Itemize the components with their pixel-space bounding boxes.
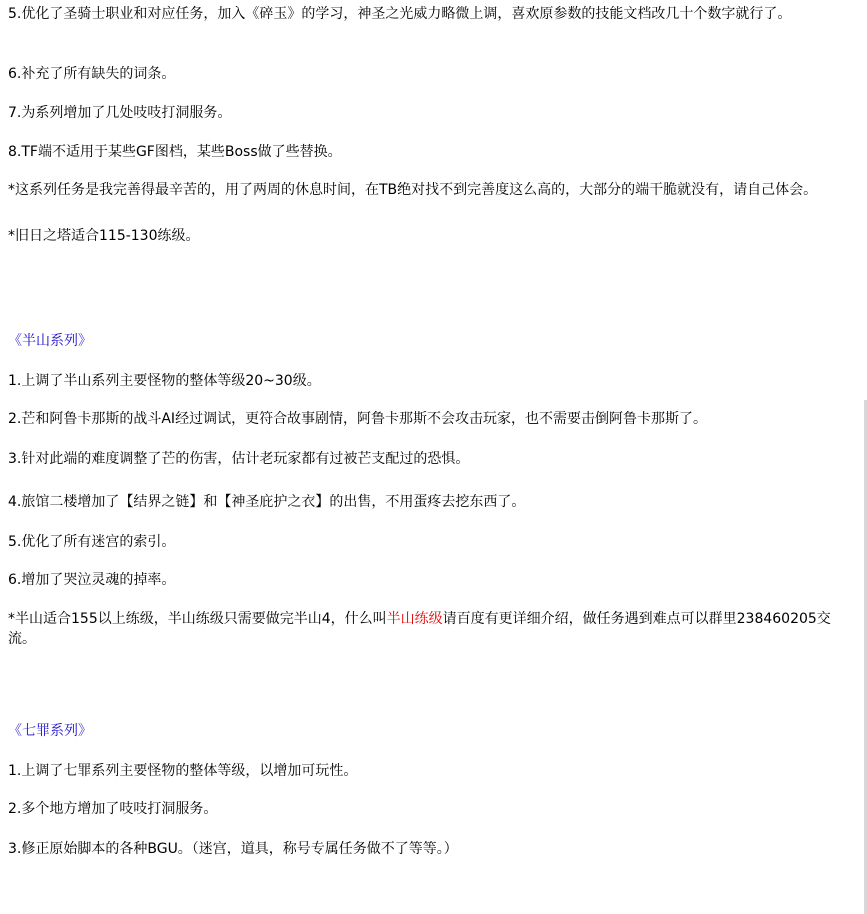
banshan-item-1: 1.上调了半山系列主要怪物的整体等级20~30级。 bbox=[8, 373, 321, 389]
section-title-banshan: 《半山系列》 bbox=[8, 333, 92, 349]
banshan-note-text-end: 请百度有更详细介绍，做任务遇到难点可以群里238460205交流。 bbox=[8, 611, 831, 647]
banshan-item-5: 5.优化了所有迷宫的索引。 bbox=[8, 534, 176, 550]
section-title-qizui: 《七罪系列》 bbox=[8, 723, 92, 739]
intro-item-6: 6.补充了所有缺失的词条。 bbox=[8, 66, 176, 82]
banshan-item-2: 2.芒和阿鲁卡那斯的战斗AI经过调试，更符合故事剧情，阿鲁卡那斯不会攻击玩家，也不需要击倒阿鲁卡那斯了。 bbox=[8, 411, 708, 427]
intro-item-7: 7.为系列增加了几处吱吱打洞服务。 bbox=[8, 105, 232, 121]
banshan-note bbox=[8, 609, 856, 649]
intro-item-8: 8.TF端不适用于某些GF图档，某些Boss做了些替换。 bbox=[8, 144, 342, 160]
vertical-scrollbar[interactable] bbox=[863, 0, 867, 914]
banshan-item-4: 4.旅馆二楼增加了【结界之链】和【神圣庇护之衣】的出售，不用蛋疼去挖东西了。 bbox=[8, 494, 526, 510]
intro-item-5: 5.优化了圣骑士职业和对应任务，加入《碎玉》的学习，神圣之光威力略微上调，喜欢原参数的技能文档改几十个数字就行了。 bbox=[8, 6, 792, 22]
banshan-item-3: 3.针对此端的难度调整了芒的伤害，估计老玩家都有过被芒支配过的恐惧。 bbox=[8, 451, 470, 467]
banshan-note-highlight: 半山练级 bbox=[386, 611, 443, 627]
intro-note-2: *旧日之塔适合115-130练级。 bbox=[8, 228, 200, 244]
banshan-item-6: 6.增加了哭泣灵魂的掉率。 bbox=[8, 572, 176, 588]
banshan-note-text-start: *半山适合155以上练级，半山练级只需要做完半山4，什么叫 bbox=[8, 611, 387, 627]
qizui-item-3: 3.修正原始脚本的各种BGU。（迷宫，道具，称号专属任务做不了等等。） bbox=[8, 841, 458, 857]
qizui-item-2: 2.多个地方增加了吱吱打洞服务。 bbox=[8, 801, 218, 817]
intro-note-1: *这系列任务是我完善得最辛苦的，用了两周的休息时间，在TB绝对找不到完善度这么高的，大部分的端干脆就没有，请自己体会。 bbox=[8, 182, 818, 198]
qizui-item-1: 1.上调了七罪系列主要怪物的整体等级，以增加可玩性。 bbox=[8, 763, 358, 779]
